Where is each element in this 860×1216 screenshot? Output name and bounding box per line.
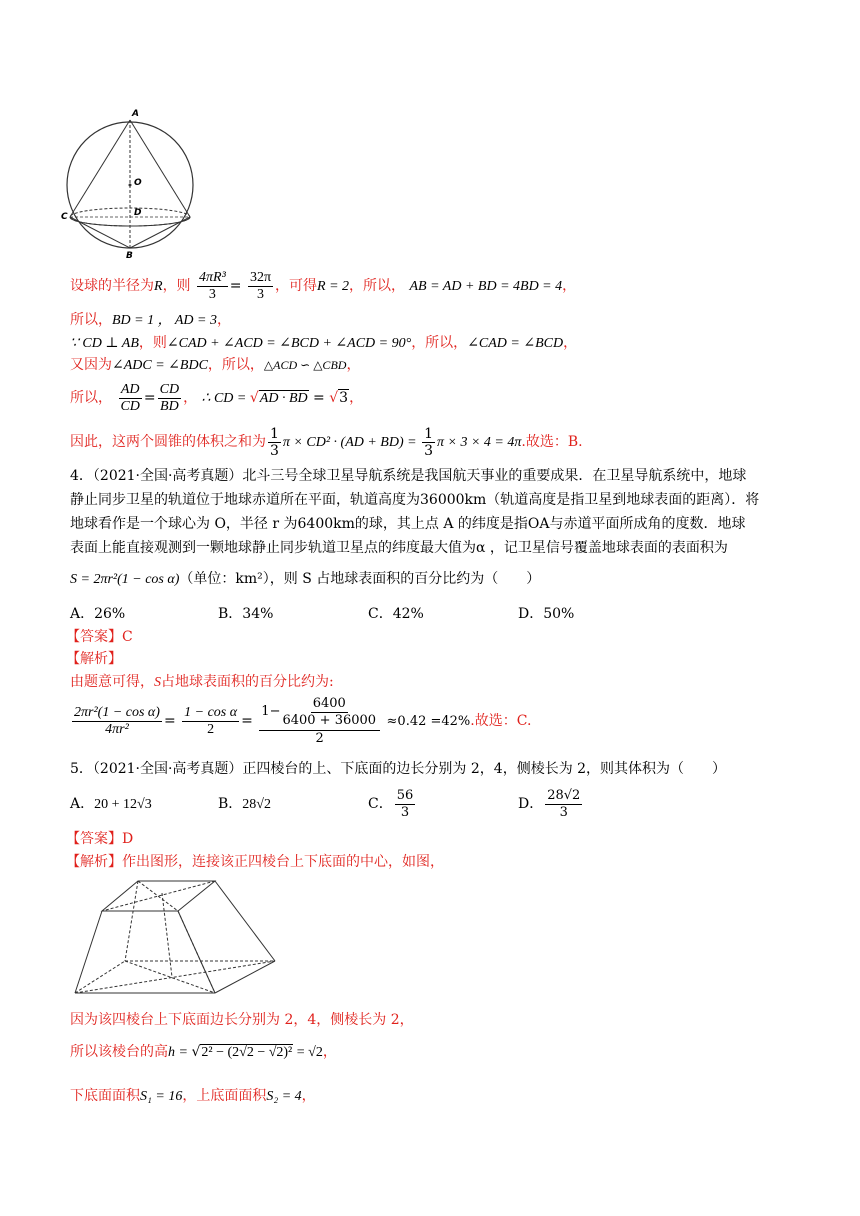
text: ，则 [162, 278, 191, 294]
q5-line-c: 下底面面积S₁ = 16，上底面面积S₂ = 4， [70, 1088, 316, 1104]
p3-line3: ∵ CD ⊥ AB，则∠CAD + ∠ACD = ∠BCD + ∠ACD = 90°，所以，∠CAD = ∠BCD， [70, 335, 578, 351]
sphere-cone-figure [60, 105, 200, 260]
label-c: C [61, 212, 68, 222]
q4-line2: 静止同步卫星的轨道位于地球赤道所在平面，轨道高度为36000km（轨道高度是指卫星到地球表面的距离）．将 [70, 492, 760, 508]
q4-option-c: C．42% [368, 606, 424, 622]
q4-answer: 【答案】C [66, 629, 133, 645]
q5-line1: 5．（2021·全国·高考真题）正四棱台的上、下底面的边长分别为 2，4，侧棱长为 2，则其体积为（ ） [70, 761, 727, 777]
q5-line-b: 所以该棱台的高h = √2² − (2√2 − √2)² = √2， [70, 1044, 337, 1060]
q5-analysis: 【解析】作出图形，连接该正四棱台上下底面的中心，如图， [66, 854, 444, 870]
p3-line4: 又因为∠ADC = ∠BDC，所以，△ACD ∽ △CBD， [70, 357, 361, 373]
p3-line6: 因此，这两个圆锥的体积之和为 $\frac{1}{3}$ π × CD² · (AD + BD) = $\frac{1}{3}$ π × 3 × 4 = 4π.故选：B. [70, 425, 583, 459]
math: R [154, 279, 163, 294]
q4-line5: S = 2πr²(1 − cos α)（单位：km²），则 S 占地球表面积的百分比约为（ ） [70, 571, 541, 587]
frustum-figure [70, 875, 280, 1000]
q5-line-a: 因为该四棱台上下底面边长分别为 2，4，侧棱长为 2， [70, 1012, 414, 1028]
q5-option-b: B．28√2 [218, 796, 271, 812]
q5-answer: 【答案】D [66, 831, 134, 847]
nested-fraction: 1− $\frac{6400}{6400 + 36000}$ 2 [259, 696, 380, 747]
q4-option-b: B．34% [218, 606, 274, 622]
q5-option-a: A．20 + 12√3 [70, 796, 152, 812]
p3-line2: 所以，BD = 1 ， AD = 3， [70, 312, 231, 328]
fraction: $\frac{\text{4πR³}}{3}$ [199, 269, 226, 302]
q4-line4: 表面上能直接观测到一颗地球静止同步轨道卫星点的纬度最大值为α ，记卫星信号覆盖地球表面的表面积为 [70, 540, 728, 556]
q4-option-a: A．26% [70, 606, 126, 622]
q5-option-c: C． $\frac{56}{3}$ [368, 787, 414, 820]
q4-line1: 4．（2021·全国·高考真题）北斗三号全球卫星导航系统是我国航天事业的重要成果．在卫星导航系统中，地球 [70, 468, 747, 484]
p3-line1: 设球的半径为R，则 $\frac{\text{4πR³}}{3}$ = $\frac{32\pi}{3}$ ，可得R = 2，所以， AB = AD + BD = 4BD = 4， [70, 269, 577, 302]
q4-calc: $\frac{\text{2πr²(1 − cos α)}}{\text{4πr²}}$ = $\frac{\text{1 − cos α}}{2}$ = 1− $\frac{6400}{6400 + 36000}$ 2 ≈0.42 =42%.故选：C. [74, 695, 532, 746]
q5-option-d: D． $\frac{28√2}{3}$ [518, 787, 581, 820]
label-a: A [132, 109, 139, 119]
q5-options [70, 782, 630, 826]
label-d: D [134, 208, 142, 218]
label-o: O [134, 178, 142, 188]
p3-line5: 所以， $\frac{AD}{CD}$ = $\frac{CD}{BD}$ ， ∴ CD = √AD · BD = √3， [70, 381, 364, 414]
fraction: $\frac{32\pi}{3}$ [249, 269, 272, 302]
q4-line3: 地球看作是一个球心为 O，半径 r 为6400km的球，其上点 A 的纬度是指OA与赤道平面所成角的度数．地球 [70, 516, 746, 532]
q4-option-d: D．50% [518, 606, 575, 622]
q4-analysis-head: 【解析】 [66, 651, 122, 667]
label-b: B [126, 251, 133, 260]
text: 设球的半径为 [70, 278, 154, 294]
q4-analysis-line1: 由题意可得，S占地球表面积的百分比约为: [70, 674, 334, 690]
math: AB = AD + BD = 4BD = 4 [409, 279, 563, 294]
